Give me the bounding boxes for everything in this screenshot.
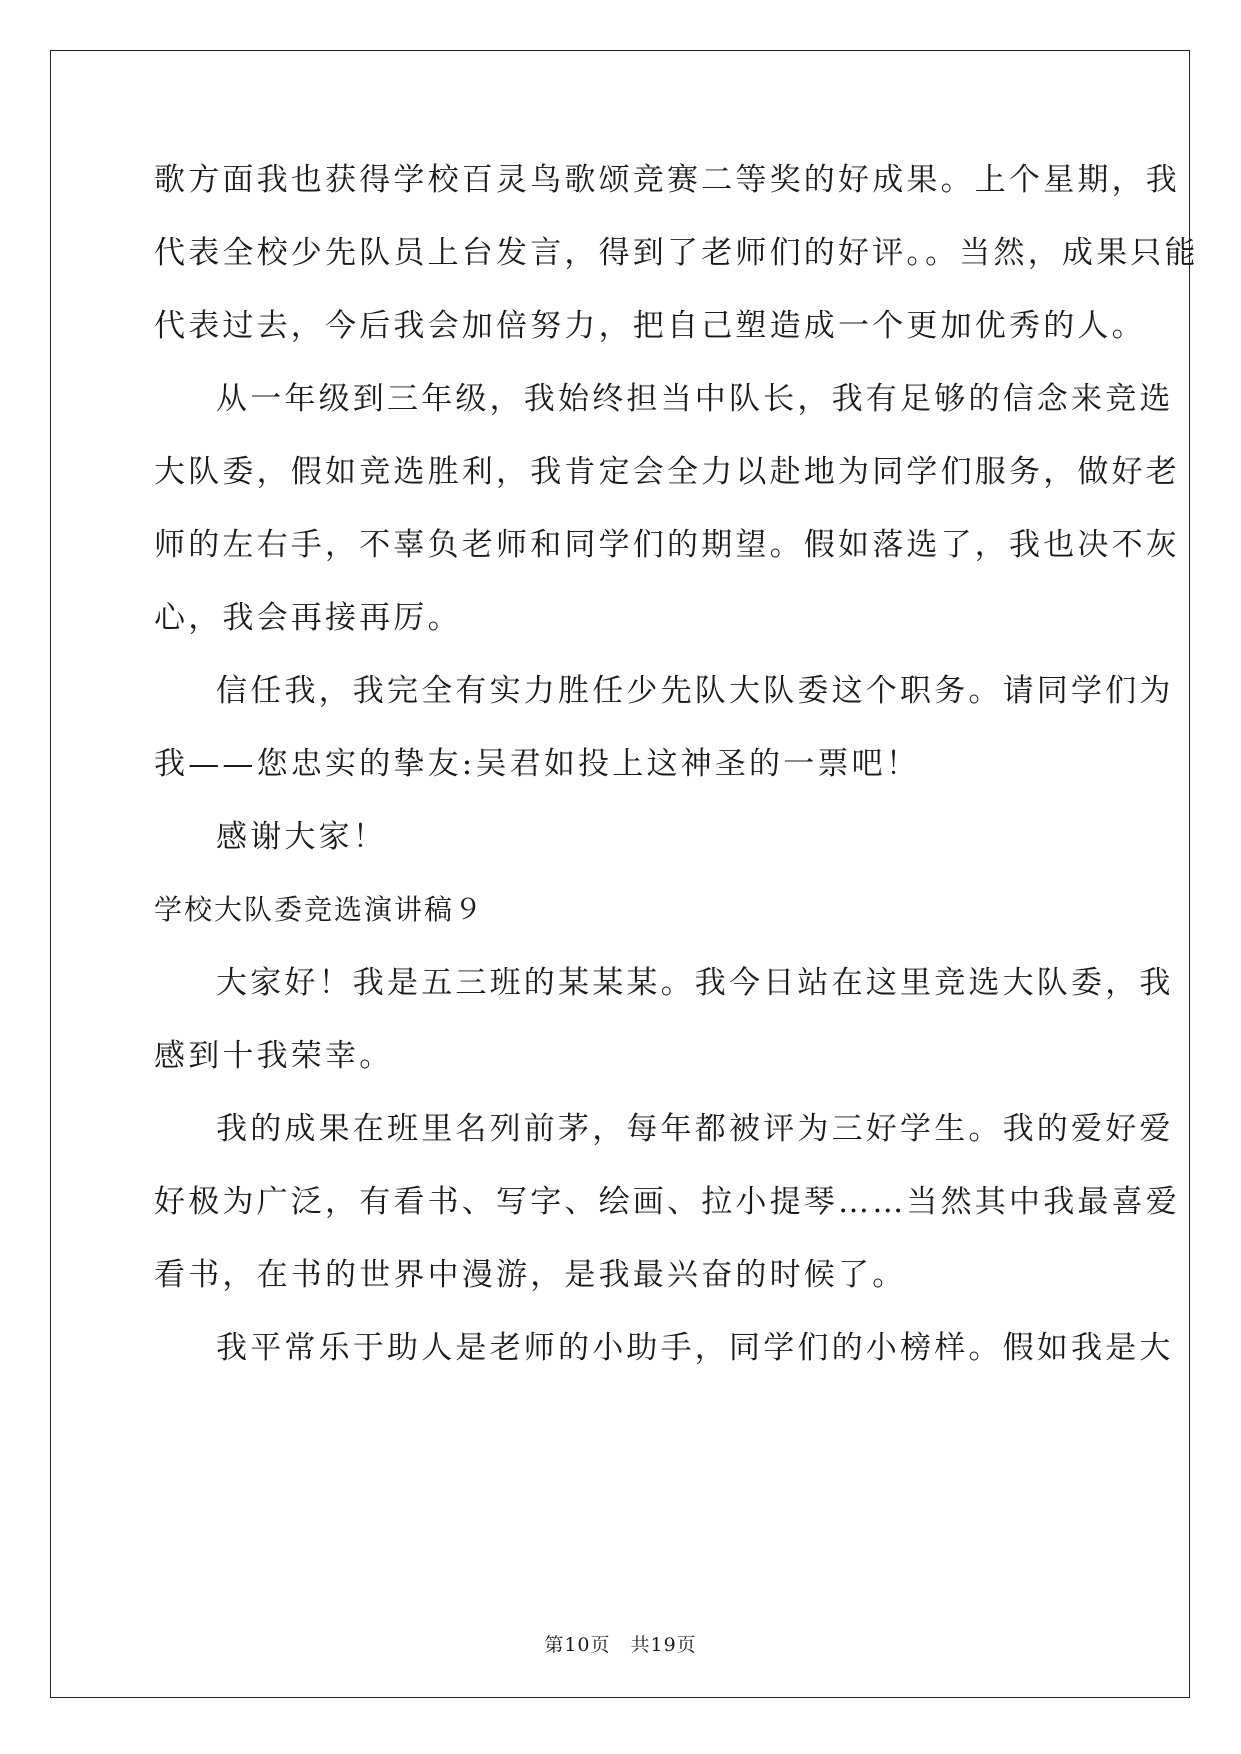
text-line: 感到十我荣幸。: [154, 1038, 394, 1074]
page-number: 第10页 共19页: [544, 1634, 697, 1656]
text-line: 好极为广泛，有看书、写字、绘画、拉小提琴……当然其中我最喜爱: [154, 1184, 1180, 1220]
paragraph-first-line: 感谢大家！: [216, 819, 387, 855]
paragraph-first-line: 我的成果在班里名列前茅，每年都被评为三好学生。我的爱好爱: [216, 1111, 1174, 1147]
text-line: 大队委，假如竞选胜利，我肯定会全力以赴地为同学们服务，做好老: [154, 454, 1180, 490]
paragraph-first-line: 大家好！我是五三班的某某某。我今日站在这里竞选大队委，我: [216, 965, 1174, 1001]
text-line: 歌方面我也获得学校百灵鸟歌颂竞赛二等奖的好成果。上个星期，我: [154, 162, 1180, 198]
text-line: 师的左右手，不辜负老师和同学们的期望。假如落选了，我也决不灰: [154, 527, 1180, 563]
paragraph-first-line: 信任我，我完全有实力胜任少先队大队委这个职务。请同学们为: [216, 673, 1174, 709]
paragraph-first-line: 我平常乐于助人是老师的小助手，同学们的小榜样。假如我是大: [216, 1330, 1174, 1366]
section-heading: 学校大队委竞选演讲稿９: [154, 893, 485, 926]
text-line: 看书，在书的世界中漫游，是我最兴奋的时候了。: [154, 1257, 907, 1293]
text-line: 代表全校少先队员上台发言，得到了老师们的好评。。当然，成果只能: [154, 235, 1199, 271]
paragraph-first-line: 从一年级到三年级，我始终担当中队长，我有足够的信念来竞选: [216, 381, 1174, 417]
text-line: 我——您忠实的挚友:吴君如投上这神圣的一票吧！: [154, 746, 921, 782]
page-border: [50, 50, 1190, 1698]
text-line: 心，我会再接再厉。: [154, 600, 462, 636]
text-line: 代表过去，今后我会加倍努力，把自己塑造成一个更加优秀的人。: [154, 308, 1146, 344]
